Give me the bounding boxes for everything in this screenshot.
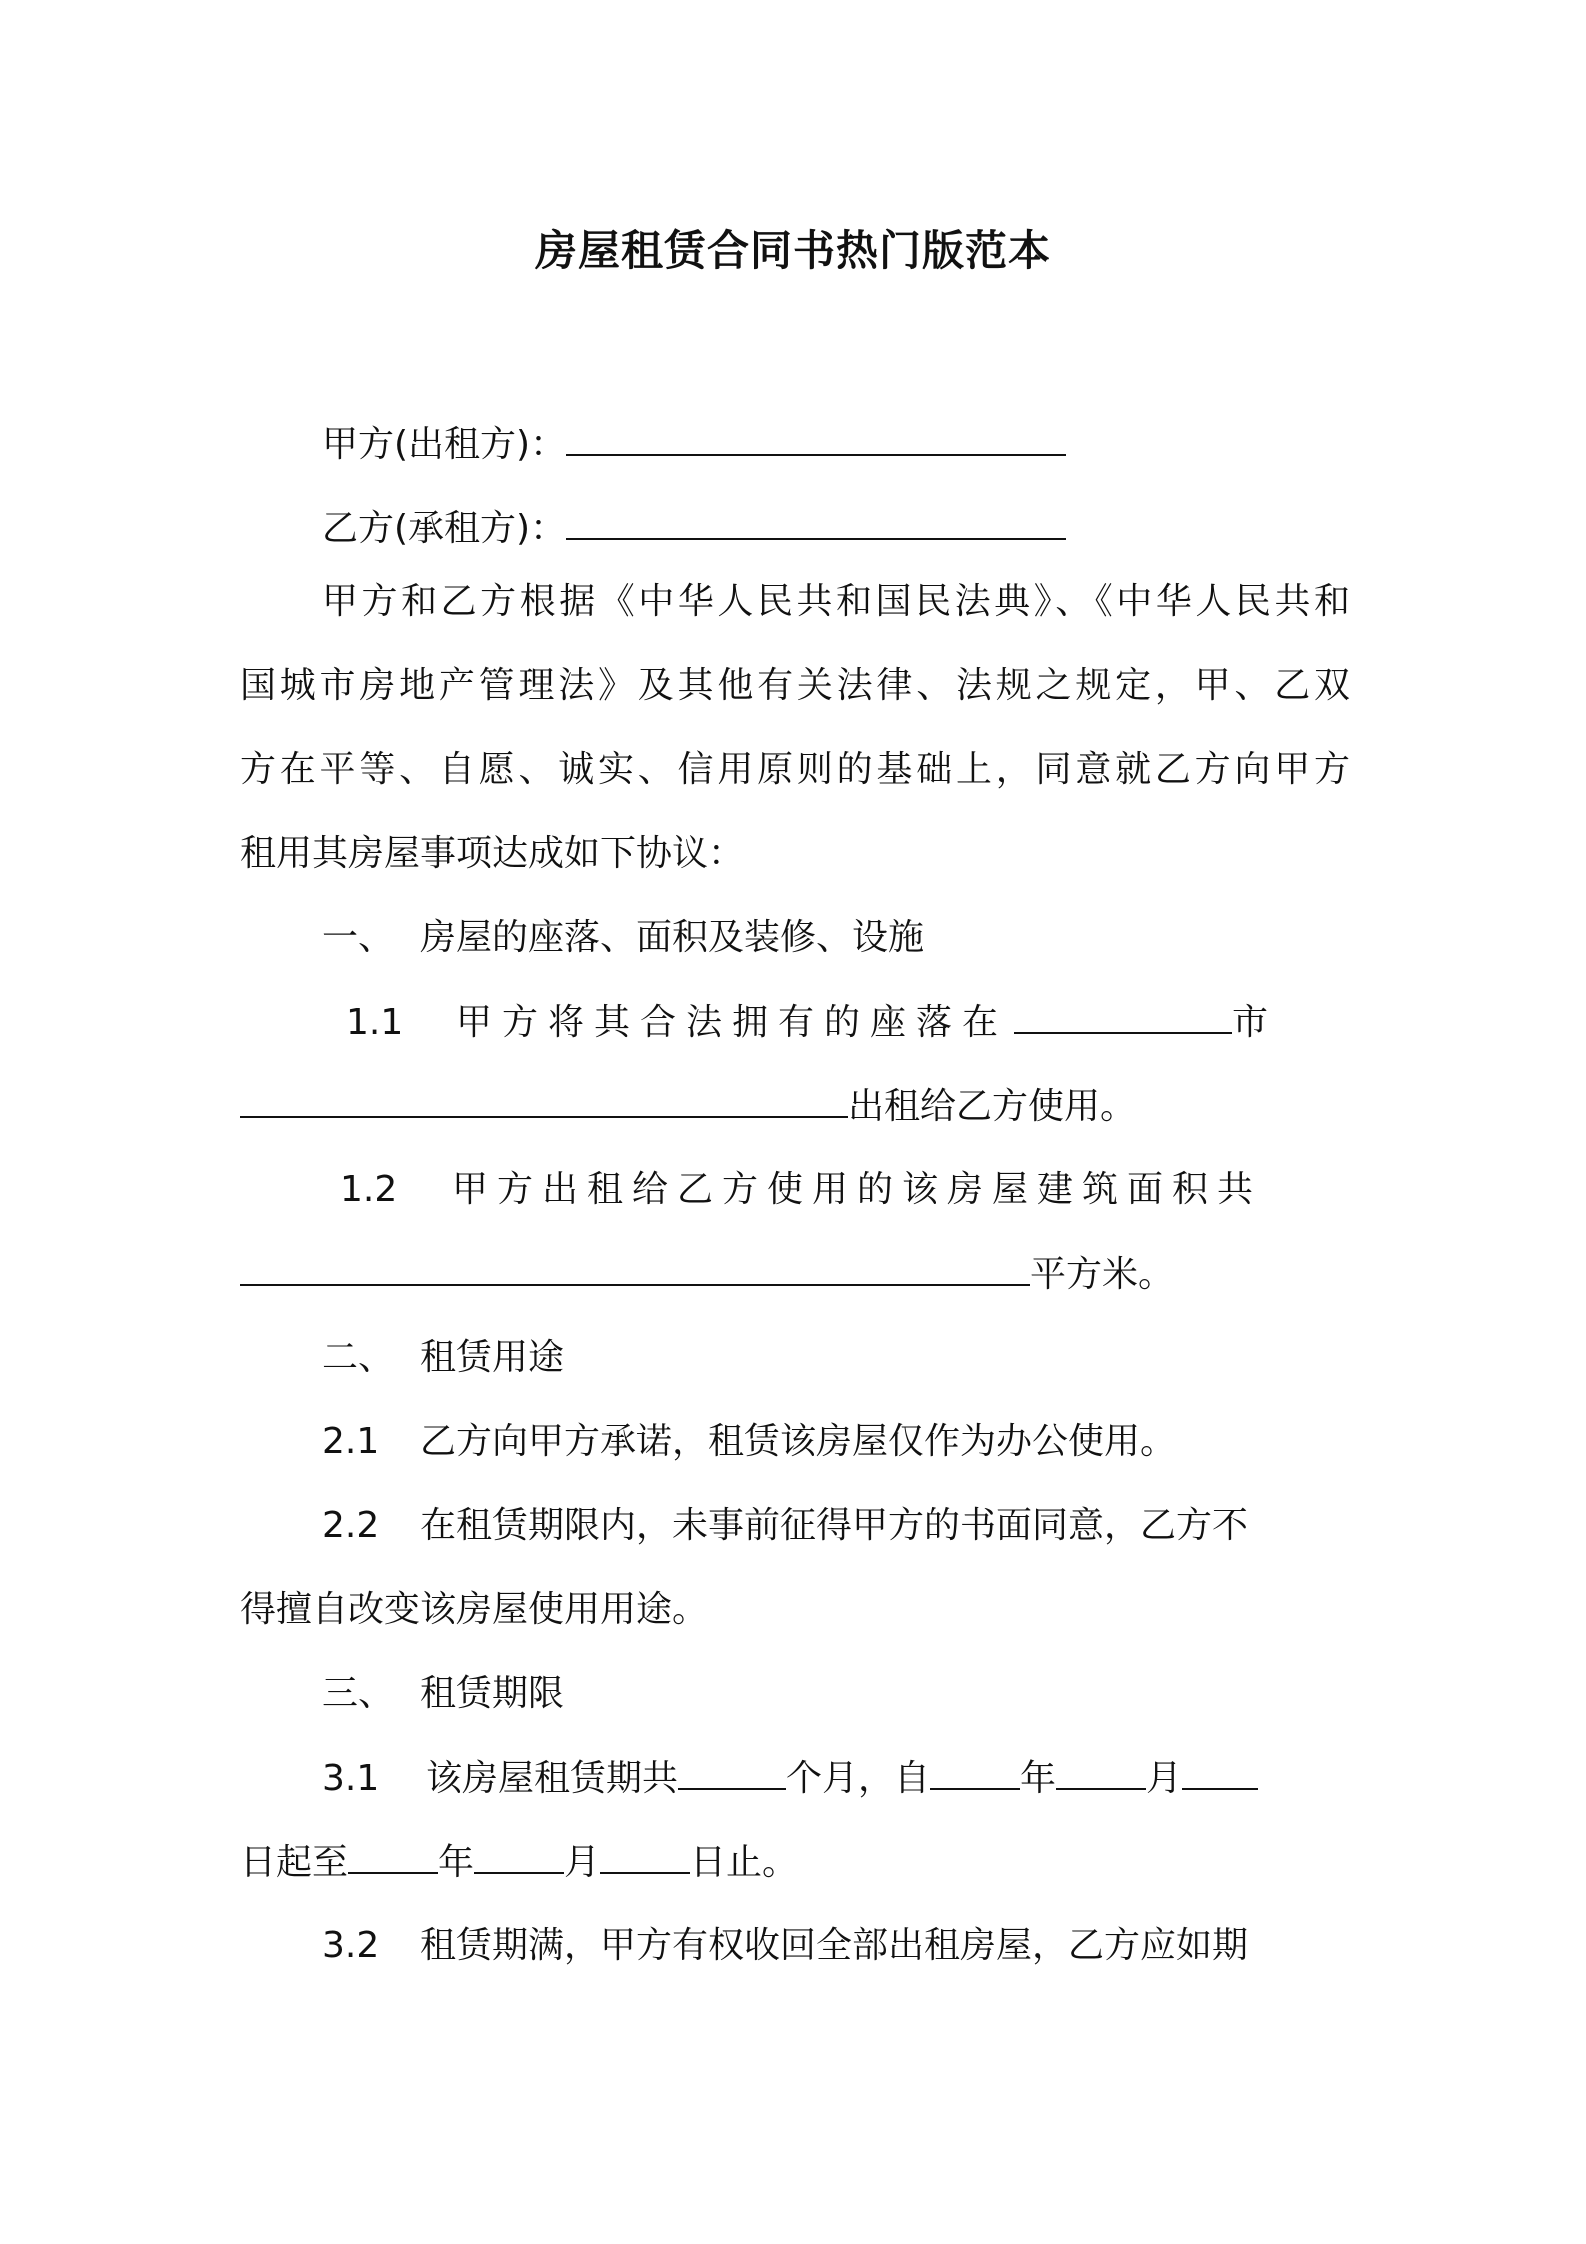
end-month-blank[interactable] — [474, 1838, 564, 1874]
clause-3-1-p1: 该房屋租赁期共 — [426, 1758, 679, 1799]
end-day-blank[interactable] — [600, 1838, 690, 1874]
clause-1-1-city: 市 — [1232, 1002, 1269, 1043]
clause-2-2 — [322, 1502, 1350, 1550]
clause-1-2-tail: 平方米。 — [1030, 1254, 1175, 1295]
party-a-line — [322, 420, 1066, 469]
clause-3-1-cont — [240, 1838, 1350, 1887]
section-2-heading — [322, 1334, 564, 1382]
section-1-heading — [322, 914, 924, 962]
section-3-title: 租赁期限 — [420, 1673, 565, 1714]
clause-1-2-cont — [240, 1250, 1350, 1299]
section-3-number: 三、 — [322, 1673, 395, 1714]
end-year-blank[interactable] — [348, 1838, 438, 1874]
clause-2-1 — [322, 1418, 1176, 1466]
area-blank[interactable] — [240, 1250, 1030, 1286]
clause-2-1-text: 乙方向甲方承诺，租赁该房屋仅作为办公使用。 — [420, 1421, 1177, 1462]
clause-3-1-cont1: 日起至 — [240, 1842, 349, 1883]
clause-3-1-p3: 年 — [1020, 1758, 1057, 1799]
intro-line-4: 租用其房屋事项达成如下协议： — [240, 833, 745, 874]
months-blank[interactable] — [678, 1754, 786, 1790]
clause-1-2 — [340, 1166, 1350, 1214]
clause-1-2-number: 1.2 — [340, 1169, 398, 1210]
clause-3-1-p2: 个月，自 — [786, 1758, 931, 1799]
clause-3-1-p4: 月 — [1146, 1758, 1183, 1799]
clause-3-1 — [322, 1754, 1258, 1803]
start-day-blank[interactable] — [1182, 1754, 1258, 1790]
clause-1-1-tail: 出租给乙方使用。 — [848, 1086, 1137, 1127]
party-b-label: 乙方(承租方)： — [322, 508, 567, 549]
clause-2-2-number: 2.2 — [322, 1505, 380, 1546]
intro-line-2: 国城市房地产管理法》及其他有关法律、法规之规定，甲、乙双 — [240, 665, 1350, 706]
clause-3-2 — [322, 1922, 1350, 1970]
clause-3-1-cont3: 月 — [564, 1842, 601, 1883]
clause-2-2-cont: 得擅自改变该房屋使用用途。 — [240, 1589, 709, 1630]
section-2-title: 租赁用途 — [420, 1337, 565, 1378]
clause-2-1-number: 2.1 — [322, 1421, 380, 1462]
clause-1-1-cont — [240, 1082, 1350, 1131]
clause-1-1-text: 甲方将其合法拥有的座落在 — [456, 1002, 1009, 1043]
address-blank[interactable] — [240, 1082, 848, 1118]
clause-1-2-text: 甲方出租给乙方使用的该房屋建筑面积共 — [452, 1169, 1263, 1210]
section-2-number: 二、 — [322, 1337, 395, 1378]
party-a-blank[interactable] — [566, 420, 1066, 456]
clause-3-1-number: 3.1 — [322, 1758, 380, 1799]
city-blank[interactable] — [1014, 998, 1232, 1034]
clause-2-2-text: 在租赁期限内，未事前征得甲方的书面同意，乙方不 — [420, 1505, 1249, 1546]
start-month-blank[interactable] — [1056, 1754, 1146, 1790]
clause-3-2-number: 3.2 — [322, 1925, 380, 1966]
party-b-blank[interactable] — [566, 504, 1066, 540]
party-a-label: 甲方(出租方)： — [322, 424, 567, 465]
document-title: 房屋租赁合同书热门版范本 — [534, 226, 1051, 275]
clause-1-1 — [346, 998, 1350, 1047]
clause-3-1-cont2: 年 — [438, 1842, 475, 1883]
section-1-title: 房屋的座落、面积及装修、设施 — [420, 917, 925, 958]
clause-1-1-number: 1.1 — [346, 1002, 404, 1043]
start-year-blank[interactable] — [930, 1754, 1020, 1790]
intro-line-3: 方在平等、自愿、诚实、信用原则的基础上，同意就乙方向甲方 — [240, 749, 1350, 790]
section-3-heading — [322, 1670, 564, 1718]
clause-3-1-cont4: 日止。 — [690, 1842, 799, 1883]
section-1-number: 一、 — [322, 917, 395, 958]
clause-3-2-text: 租赁期满，甲方有权收回全部出租房屋，乙方应如期 — [420, 1925, 1249, 1966]
party-b-line — [322, 504, 1066, 553]
intro-line-1: 甲方和乙方根据《中华人民共和国民法典》、《中华人民共和 — [322, 581, 1350, 622]
